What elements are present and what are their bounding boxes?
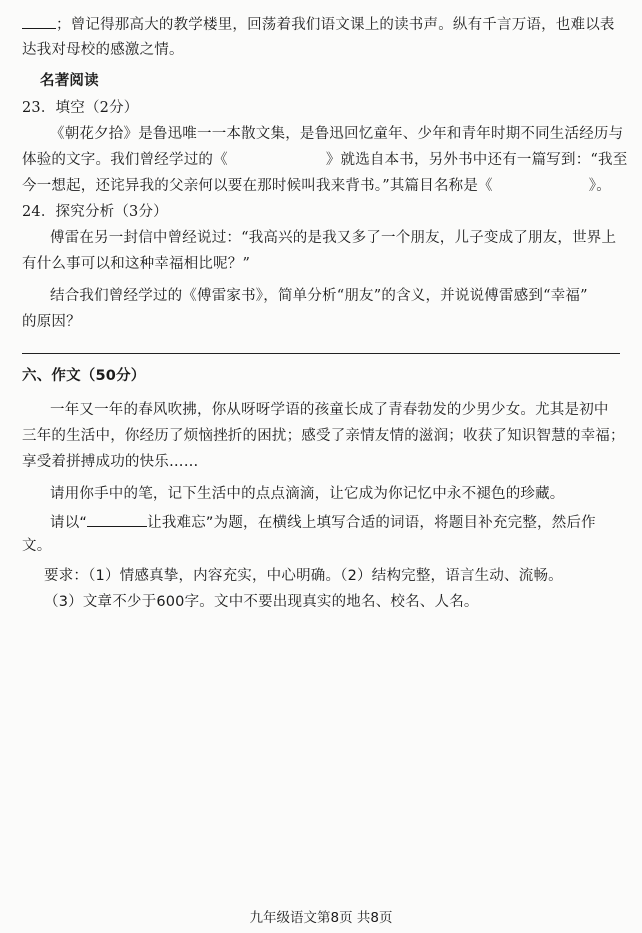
q23-title: 23．填空（2分） <box>22 100 139 116</box>
essay-heading: 六、作文（50分） <box>22 368 146 384</box>
q24-line-2: 有什么事可以和这种幸福相比呢？” <box>22 256 251 272</box>
q23-line-3a: 今一想起，还诧异我的父亲何以要在那时候叫我来背书。”其篇目名称是《 <box>22 178 493 194</box>
top-line-2: 达我对母校的感激之情。 <box>22 42 184 58</box>
top-text-1: ；曾记得那高大的教学楼里，回荡着我们语文课上的读书声。纵有千言万语，也难以表 <box>56 17 615 33</box>
top-line-1 <box>22 14 628 35</box>
essay-p2: 请用你手中的笔，记下生活中的点点滴滴，让它成为你记忆中永不褪色的珍藏。 <box>50 486 565 502</box>
q23-line-2a: 体验的文字。我们曾经学过的《 <box>22 152 228 168</box>
q23-line-3 <box>22 176 628 196</box>
answer-line[interactable] <box>22 353 620 354</box>
q23-line-2 <box>22 150 628 170</box>
q24-line-4: 的原因？ <box>22 314 81 330</box>
essay-p3-line-1 <box>50 512 628 533</box>
q24-line-1: 傅雷在另一封信中曾经说过：“我高兴的是我又多了一个朋友，儿子变成了朋友，世界上 <box>50 230 617 246</box>
q24-line-3: 结合我们曾经学过的《傅雷家书》，简单分析“朋友”的含义，并说说傅雷感到“幸福” <box>50 288 588 304</box>
essay-p1-line-2: 三年的生活中，你经历了烦恼挫折的困扰；感受了亲情友情的滋润；收获了知识智慧的幸福； <box>22 428 625 444</box>
essay-p3-line-1a: 请以“ <box>50 515 88 531</box>
title-blank[interactable] <box>87 512 147 527</box>
essay-requirement-1: 要求：（1）情感真挚，内容充实，中心明确。（2）结构完整，语言生动、流畅。 <box>44 568 563 584</box>
q23-line-2b: 》就选自本书，另外书中还有一篇写到：“我至 <box>325 152 628 168</box>
q23-line-3b: 》。 <box>588 178 611 194</box>
essay-p1-line-3: 享受着拼搏成功的快乐…… <box>22 454 199 470</box>
answer-blank[interactable] <box>22 14 56 29</box>
essay-p1-line-1: 一年又一年的春风吹拂，你从呀呀学语的孩童长成了青春勃发的少男少女。尤其是初中 <box>50 402 609 418</box>
essay-p3-line-1b: 让我难忘”为题，在横线上填写合适的词语，将题目补充完整，然后作 <box>147 515 596 531</box>
q23-line-1: 《朝花夕拾》是鲁迅唯一一本散文集，是鲁迅回忆童年、少年和青年时期不同生活经历与 <box>50 126 624 142</box>
page-footer: 九年级语文第8页 共8页 <box>249 910 393 926</box>
classics-heading: 名著阅读 <box>40 73 99 89</box>
essay-p3-line-2: 文。 <box>22 538 52 554</box>
q24-title: 24．探究分析（3分） <box>22 204 168 220</box>
essay-requirement-2: （3）文章不少于600字。文中不要出现真实的地名、校名、人名。 <box>44 594 479 610</box>
